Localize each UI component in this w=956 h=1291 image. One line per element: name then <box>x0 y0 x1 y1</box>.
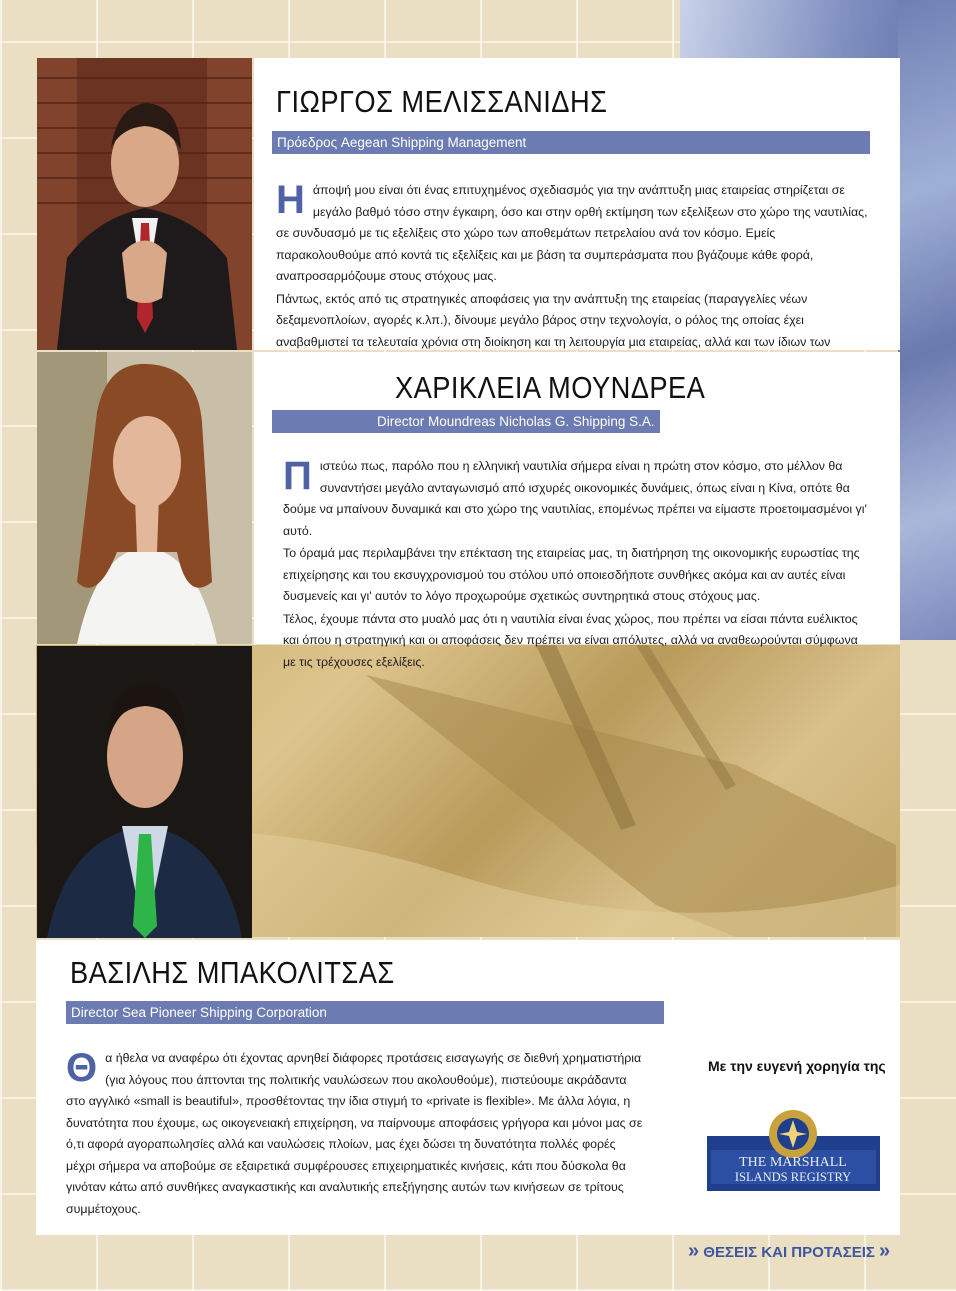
profile-1-dropcap: Η <box>276 178 305 222</box>
logo-text-line-1: THE MARSHALL <box>739 1155 847 1170</box>
registry-logo-graphic <box>707 1108 880 1191</box>
marshall-islands-registry-logo <box>707 1108 880 1191</box>
profile-2-name: ΧΑΡΙΚΛΕΙΑ ΜΟΥΝΔΡΕΑ <box>395 370 706 405</box>
portrait-photo-2 <box>37 352 252 644</box>
profile-3-dropcap: Θ <box>66 1046 98 1090</box>
portrait-photo-1 <box>37 58 252 350</box>
profile-3-role: Director Sea Pioneer Shipping Corporation <box>66 1001 664 1024</box>
profile-2-paragraph-3: Τέλος, έχουμε πάντα στο μυαλό μας ότι η ναυτιλία είναι ένας χώρος, που πρέπει να είσαι πάντα ευέλικτος και όπου η στρατηγική και οι αποφάσεις δεν πρέπει να είναι απόλυτες, αλλά να αναθεωρούνται σύμφωνα με τις τρέχουσες εξελίξεις. <box>283 611 858 669</box>
profile-2-paragraph-1: ιστεύω πως, παρόλο που η ελληνική ναυτιλία σήμερα είναι η πρώτη στον κόσμο, στο μέλλον θα συναντήσει μεγάλο ανταγωνισμό από ισχυρές οικονομικές δυνάμεις, όπως είναι η Κίνα, οπότε θα δούμε να μπαίνουν δυναμικά και στο χώρο της ναυτιλίας, επομένως πρέπει να είμαστε προετοιμασμένοι γι' αυτό. <box>283 459 867 538</box>
logo-text-line-2: ISLANDS REGISTRY <box>734 1170 852 1184</box>
sponsor-title: Με την ευγενή χορηγία της <box>708 1058 886 1074</box>
profile-1-paragraph-1: άποψή μου είναι ότι ένας επιτυχημένος σχεδιασμός για την ανάπτυξη μιας εταιρείας στηρίζεται σε μεγάλο βαθμό τόσο στην έγκαιρη, όσο και στην ορθή εκτίμηση των εξελίξεων στο χώρο της ναυτιλίας, σε συνδυασμό με τις εξελίξεις στο χώρο των αποθεμάτων πετρελαίου ανά τον κόσμο. Εμείς παρακολουθούμε από κοντά τις εξελίξεις και με βάση τα συμπεράσματα που βγάζουμε κάθε φορά, αναπροσαρμόζουμε στους στόχους μας. <box>276 183 868 283</box>
profile-2-dropcap: Π <box>283 454 312 498</box>
profile-1-name: ΓΙΩΡΓΟΣ ΜΕΛΙΣΣΑΝΙΔΗΣ <box>276 84 608 119</box>
profile-3-name: ΒΑΣΙΛΗΣ ΜΠΑΚΟΛΙΤΣΑΣ <box>70 955 395 990</box>
footer-label: ΘΕΣΕΙΣ ΚΑΙ ΠΡΟΤΑΣΕΙΣ <box>703 1244 875 1261</box>
profile-3-text <box>66 1048 643 1221</box>
portrait-2-image <box>37 352 252 644</box>
portrait-3-image <box>37 646 252 938</box>
profile-2-text <box>283 456 869 674</box>
profile-1-text <box>276 180 868 376</box>
section-footer <box>688 1240 890 1263</box>
portrait-photo-3 <box>37 646 252 938</box>
decorative-sea-strip <box>898 0 956 640</box>
portrait-1-image <box>37 58 252 350</box>
footer-marker-left-icon: » <box>688 1240 700 1262</box>
footer-marker-right-icon: » <box>879 1240 891 1262</box>
profile-2-paragraph-2: Το όραμά μας περιλαμβάνει την επέκταση της εταιρείας μας, τη διατήρηση της οικονομικής ευρωστίας της επιχείρησης και του εκσυγχρονισμού του στόλου υπό οποιεσδήποτε συνθήκες ακόμα και αν αυτές είναι δυσμενείς και γι' αυτόν το λόγο προχωρούμε σχετικώς συντηρητικά στους στόχους μας. <box>283 546 860 603</box>
profile-1-paragraph-2: Πάντως, εκτός από τις στρατηγικές αποφάσεις για την ανάπτυξη της εταιρείας (παραγγελίες νέων δεξαμενοπλοίων, αγορές κ.λπ.), δίνουμε μεγάλο βάρος στην τεχνολογία, ο ρόλος της οποίας έχει αναβαθμιστεί τα τελευταία χρόνια στη διοίκηση και τη λειτουργία μια εταιρείας, αλλά και των ίδιων των <box>276 291 831 349</box>
profile-2-role: Director Moundreas Nicholas G. Shipping S.A. <box>372 410 660 433</box>
profile-2-role-bar-extension <box>272 410 372 433</box>
profile-1-role: Πρόεδρος Aegean Shipping Management <box>272 131 870 154</box>
profile-3-paragraph-1: α ήθελα να αναφέρω ότι έχοντας αρνηθεί διάφορες προτάσεις εισαγωγής σε διεθνή χρηματιστήρια (για λόγους που άπτονται της πολιτικής ναυλώσεων που ακολουθούμε), πιστεύουμε ακράδαντα στο αγγλικό «small is beautiful», προσθέτοντας την ίδια στιγμή το «private is flexible». Με άλλα λόγια, η δυνατότητα που έχουμε, ως οικογενειακή επιχείρηση, να παίρνουμε αποφάσεις γρήγορα και μόνοι μας σε ό,τι αφορά αγοραπωλησίες αλλά και ναυλώσεις πλοίων, μας έχει δώσει τη δυνατότητα πολλές φορές μέχρι σήμερα να αποβούμε σε εξαιρετικά συμφέρουσες επιχειρηματικές κινήσεις, κάτι που δύσκολα θα γινόταν κάτω από συνθήκες αναγκαστικής και αναλυτικής επεξήγησης αυτών των κινήσεων σε τρίτους συμμέτοχους. <box>66 1051 643 1216</box>
